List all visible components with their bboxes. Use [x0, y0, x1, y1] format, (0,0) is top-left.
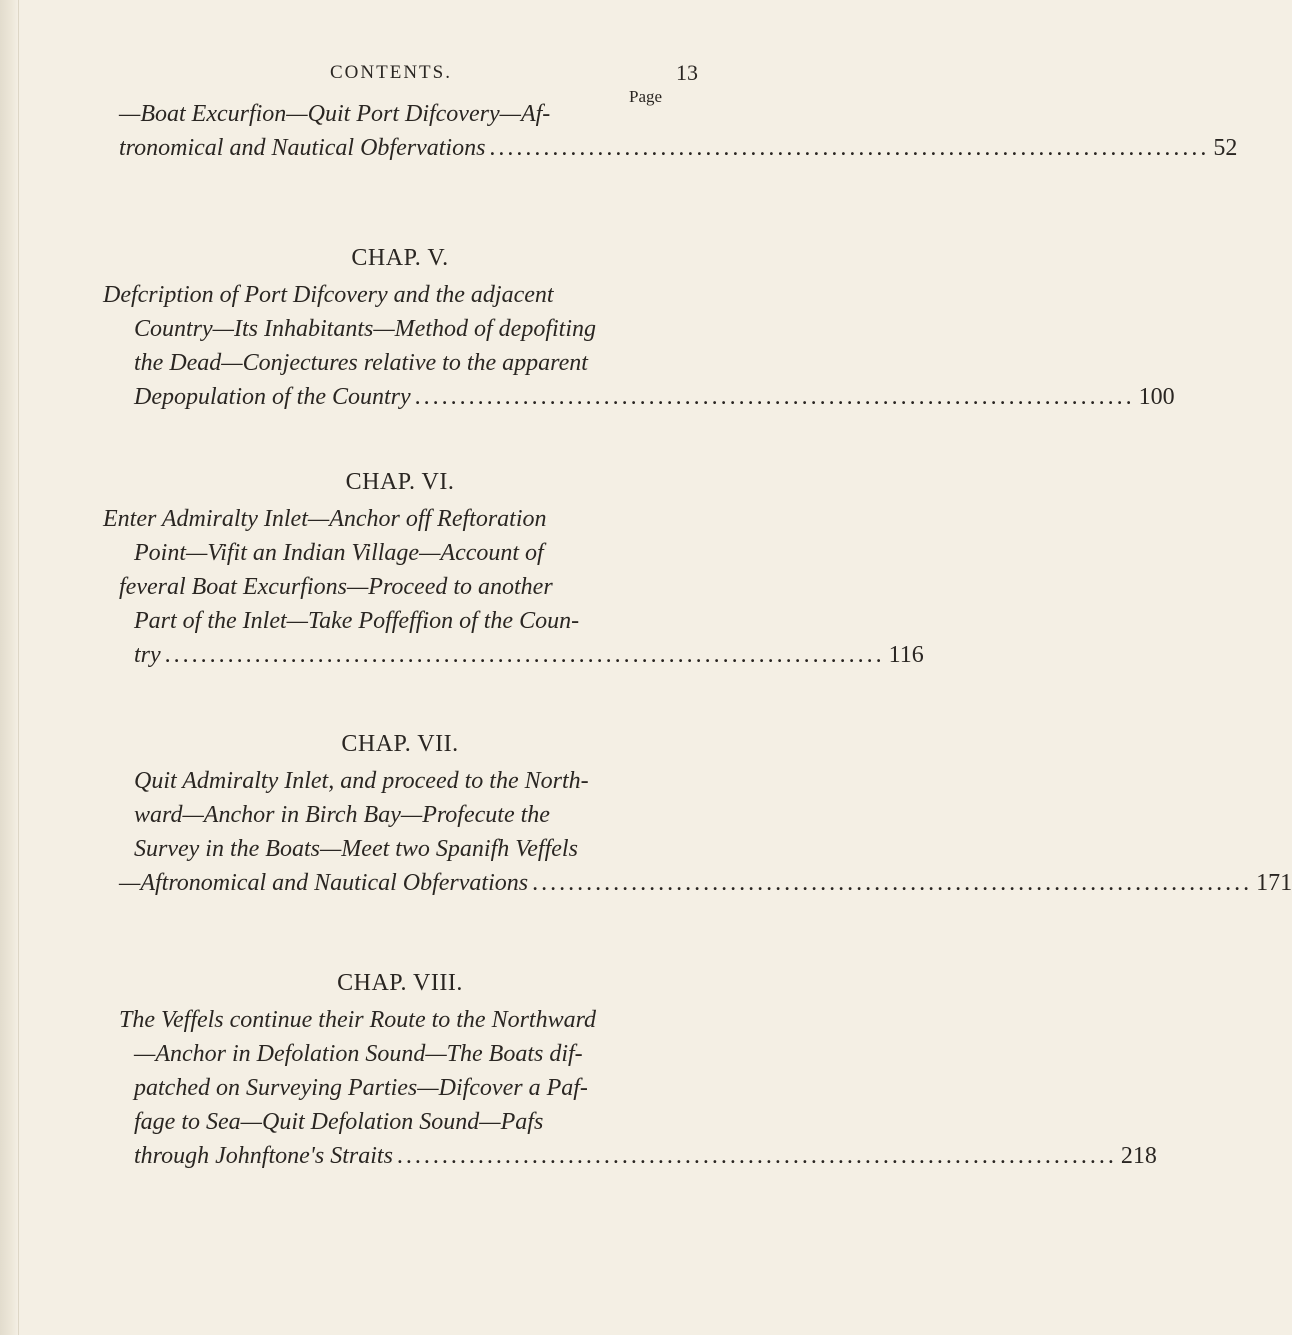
- toc-entry-line: Quit Admiralty Inlet, and proceed to the North-: [134, 768, 589, 794]
- toc-entry-line: Defcription of Port Difcovery and the adjacent: [103, 282, 554, 308]
- toc-entry-line: the Dead—Conjectures relative to the apparent: [134, 350, 588, 376]
- chapter-heading: CHAP. VII.: [341, 731, 459, 757]
- toc-entry-line: The Veffels continue their Route to the Northward: [119, 1007, 597, 1033]
- toc-entry-text: tronomical and Nautical Obfervations: [119, 135, 486, 161]
- dot-leader: ................................................................................: [414, 384, 1135, 410]
- dot-leader: ................................................................................: [532, 870, 1253, 896]
- toc-entry-text: Depopulation of the Country: [134, 384, 411, 410]
- page-gutter-edge: [0, 0, 19, 1335]
- toc-entry-final-line: [119, 866, 1292, 900]
- page-column-label: Page: [629, 87, 663, 106]
- toc-page-number: 100: [1138, 384, 1175, 410]
- chapter-heading: CHAP. V.: [351, 245, 449, 271]
- toc-entry-final-line: [119, 131, 1238, 165]
- toc-entry-final-line: [134, 1139, 1157, 1173]
- toc-entry-line: Point—Vifit an Indian Village—Account of: [134, 540, 544, 566]
- chapter-heading: CHAP. VIII.: [337, 970, 463, 996]
- toc-entry-final-line: [134, 638, 924, 672]
- running-head: [0, 62, 800, 86]
- toc-entry-line: —Boat Excurfion—Quit Port Difcovery—Af-: [119, 101, 551, 127]
- toc-entry-line: Enter Admiralty Inlet—Anchor off Reftoration: [103, 506, 547, 532]
- toc-entry-line: ward—Anchor in Birch Bay—Profecute the: [134, 802, 550, 828]
- toc-page-number: 116: [888, 642, 924, 668]
- running-head-title: CONTENTS.: [330, 62, 452, 83]
- toc-entry-line: feveral Boat Excurfions—Proceed to another: [119, 574, 553, 600]
- toc-entry-line: Part of the Inlet—Take Poffeffion of the Coun-: [134, 608, 580, 634]
- toc-entry-text: try: [134, 642, 161, 668]
- dot-leader: ................................................................................: [164, 642, 885, 668]
- dot-leader: ................................................................................: [489, 135, 1210, 161]
- toc-page-number: 171: [1256, 870, 1292, 896]
- toc-entry-line: Country—Its Inhabitants—Method of depofiting: [134, 316, 596, 342]
- toc-entry-text: through Johnftone's Straits: [134, 1143, 393, 1169]
- toc-entry-line: patched on Surveying Parties—Difcover a Paf-: [134, 1075, 588, 1101]
- toc-entry-line: Survey in the Boats—Meet two Spanifh Veffels: [134, 836, 578, 862]
- toc-entry-final-line: [134, 380, 1175, 414]
- toc-entry-text: —Aftronomical and Nautical Obfervations: [119, 870, 529, 896]
- toc-page-number: 52: [1213, 135, 1238, 161]
- toc-entry-line: —Anchor in Defolation Sound—The Boats dif-: [134, 1041, 583, 1067]
- dot-leader: ................................................................................: [396, 1143, 1117, 1169]
- toc-entry-line: fage to Sea—Quit Defolation Sound—Pafs: [134, 1109, 544, 1135]
- page-number: 13: [676, 60, 698, 85]
- toc-page-number: 218: [1120, 1143, 1157, 1169]
- chapter-heading: CHAP. VI.: [345, 469, 455, 495]
